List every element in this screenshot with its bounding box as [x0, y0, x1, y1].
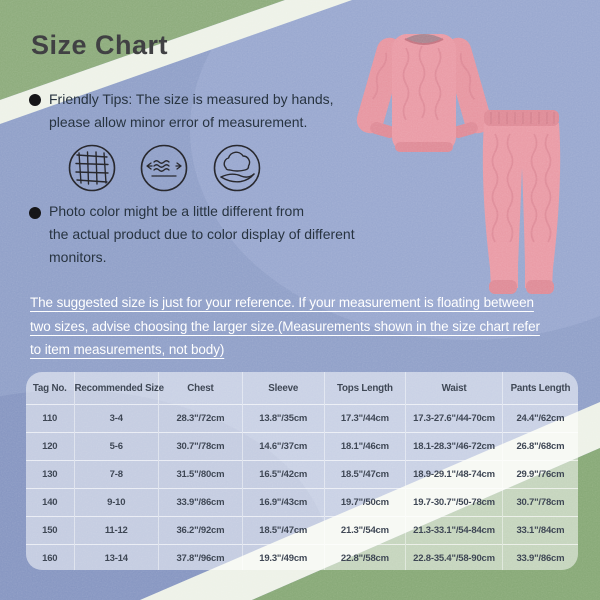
cell: 26.8"/68cm [502, 433, 578, 461]
cell: 150 [42, 525, 58, 536]
cell: 36.2"/92cm [158, 517, 242, 545]
cell: 30.7"/78cm [158, 433, 242, 461]
cell: 30.7"/78cm [502, 489, 578, 517]
cell: 16.5"/42cm [242, 461, 324, 489]
cell: 18.5"/47cm [242, 517, 324, 545]
cell: 14.6"/37cm [242, 433, 324, 461]
notice-line: two sizes, advise choosing the larger size.(Measurements shown in the size chart refer [30, 318, 540, 334]
cell: 9-10 [74, 489, 158, 517]
tip-line: monitors. [49, 249, 107, 265]
cell: 16.9"/43cm [242, 489, 324, 517]
cell: 21.3"/54cm [324, 517, 406, 545]
cell: 120 [42, 441, 58, 452]
cell: 18.1"/46cm [324, 433, 406, 461]
cell: 33.1"/84cm [502, 517, 578, 545]
cell: 13.8"/35cm [242, 405, 324, 433]
cell: 18.1-28.3"/46-72cm [406, 433, 503, 461]
cell: 24.4"/62cm [502, 405, 578, 433]
column-header: Recommended Size [74, 372, 158, 405]
notice-line: The suggested size is just for your reference. If your measurement is floating between [30, 295, 534, 310]
tip-line: please allow minor error of measurement. [49, 114, 308, 130]
notice-line: to item measurements, not body) [30, 342, 225, 357]
cell: 19.7"/50cm [324, 489, 406, 517]
cell: 37.8"/96cm [158, 545, 242, 571]
column-header: Pants Length [502, 372, 578, 405]
cell: 31.5"/80cm [158, 461, 242, 489]
cell: 110 [42, 413, 58, 424]
cell: 22.8"/58cm [324, 545, 406, 571]
cell: 13-14 [74, 545, 158, 571]
cell: 11-12 [74, 517, 158, 545]
cell: 19.7-30.7"/50-78cm [406, 489, 503, 517]
pajama-top [354, 34, 495, 152]
cell: 18.5"/47cm [324, 461, 406, 489]
tip-line: the actual product due to color display of different [49, 226, 355, 242]
column-header: Tag No. [32, 382, 67, 394]
pajama-pants [483, 110, 560, 294]
column-header: Waist [406, 372, 503, 405]
cell: 22.8-35.4"/58-90cm [406, 545, 503, 571]
cell: 7-8 [74, 461, 158, 489]
cell: 3-4 [74, 405, 158, 433]
page-title: Size Chart [31, 30, 169, 60]
cell: 160 [42, 553, 58, 564]
tip-line: Friendly Tips: The size is measured by hands, [49, 91, 334, 107]
column-header: Chest [158, 372, 242, 405]
cell: 28.3"/72cm [158, 405, 242, 433]
cell: 5-6 [74, 433, 158, 461]
cell: 17.3"/44cm [324, 405, 406, 433]
cell: 19.3"/49cm [242, 545, 324, 571]
column-header: Sleeve [242, 372, 324, 405]
tip-line: Photo color might be a little different from [49, 203, 304, 219]
column-header: Tops Length [324, 372, 406, 405]
cell: 33.9"/86cm [502, 545, 578, 571]
cell: 18.9-29.1"/48-74cm [406, 461, 503, 489]
cell: 33.9"/86cm [158, 489, 242, 517]
cell: 130 [42, 469, 58, 480]
cell: 29.9"/76cm [502, 461, 578, 489]
cell: 17.3-27.6"/44-70cm [406, 405, 503, 433]
cell: 21.3-33.1"/54-84cm [406, 517, 503, 545]
cell: 140 [42, 497, 58, 508]
